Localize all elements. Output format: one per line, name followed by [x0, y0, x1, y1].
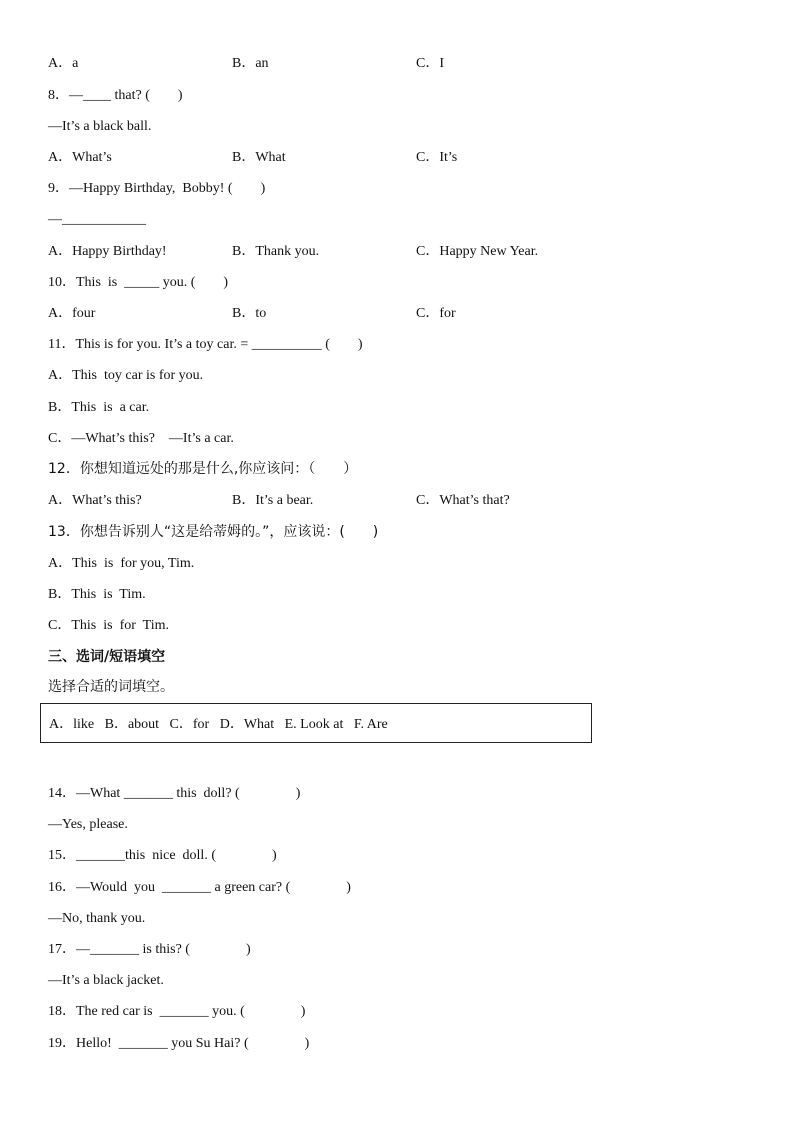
q14-stem: 14．—What _______ this doll? ( ) — [48, 786, 301, 801]
q11-option-a: A．This toy car is for you. — [48, 368, 204, 383]
q11-option-b: B．This is a car. — [48, 400, 150, 415]
q10-option-c: C．for — [416, 306, 456, 321]
q8-answer-line: —It’s a black ball. — [48, 119, 152, 134]
q16-stem: 16．—Would you _______ a green car? ( ) — [48, 880, 351, 895]
q8-option-a: A．What’s — [48, 150, 112, 165]
q7-option-c: C．I — [416, 56, 444, 71]
q12-stem: 12．你想知道远处的那是什么,你应该问：（ ） — [48, 461, 358, 477]
q13-stem: 13．你想告诉别人“这是给蒂姆的。”，应该说：( ) — [48, 524, 379, 540]
q9-stem: 9．—Happy Birthday, Bobby! ( ) — [48, 181, 266, 196]
q17-stem: 17．—_______ is this? ( ) — [48, 942, 251, 957]
q10-option-b: B．to — [232, 306, 267, 321]
q18-stem: 18．The red car is _______ you. ( ) — [48, 1004, 306, 1019]
q8-option-b: B．What — [232, 150, 286, 165]
section3-heading: 三、选词/短语填空 — [48, 649, 166, 665]
q12-option-a: A．What’s this? — [48, 493, 142, 508]
q8-stem: 8．—____ that? ( ) — [48, 88, 183, 103]
word-bank-box — [40, 703, 592, 743]
q12-option-c: C．What’s that? — [416, 493, 510, 508]
q14-answer-line: —Yes, please. — [48, 817, 128, 832]
q15-stem: 15．_______this nice doll. ( ) — [48, 848, 277, 863]
q19-stem: 19．Hello! _______ you Su Hai? ( ) — [48, 1036, 310, 1051]
q10-option-a: A．four — [48, 306, 96, 321]
q10-stem: 10．This is _____ you. ( ) — [48, 275, 229, 290]
q7-option-a: A．a — [48, 56, 79, 71]
q9-option-c: C．Happy New Year. — [416, 244, 539, 259]
q12-option-b: B．It’s a bear. — [232, 493, 314, 508]
q13-option-a: A．This is for you, Tim. — [48, 556, 195, 571]
q13-option-b: B．This is Tim. — [48, 587, 146, 602]
q9-answer-line: —____________ — [48, 212, 146, 227]
word-bank-text: A．like B．about C．for D．What E. Look at F. Are — [49, 717, 388, 732]
q17-answer-line: —It’s a black jacket. — [48, 973, 164, 988]
q11-stem: 11．This is for you. It’s a toy car. = __________ ( ) — [48, 337, 363, 352]
q16-answer-line: —No, thank you. — [48, 911, 146, 926]
q8-option-c: C．It’s — [416, 150, 458, 165]
q9-option-a: A．Happy Birthday! — [48, 244, 167, 259]
q9-option-b: B．Thank you. — [232, 244, 320, 259]
section3-instruction: 选择合适的词填空。 — [48, 679, 174, 695]
q11-option-c: C．—What’s this? —It’s a car. — [48, 431, 234, 446]
q7-option-b: B．an — [232, 56, 269, 71]
q13-option-c: C．This is for Tim. — [48, 618, 169, 633]
